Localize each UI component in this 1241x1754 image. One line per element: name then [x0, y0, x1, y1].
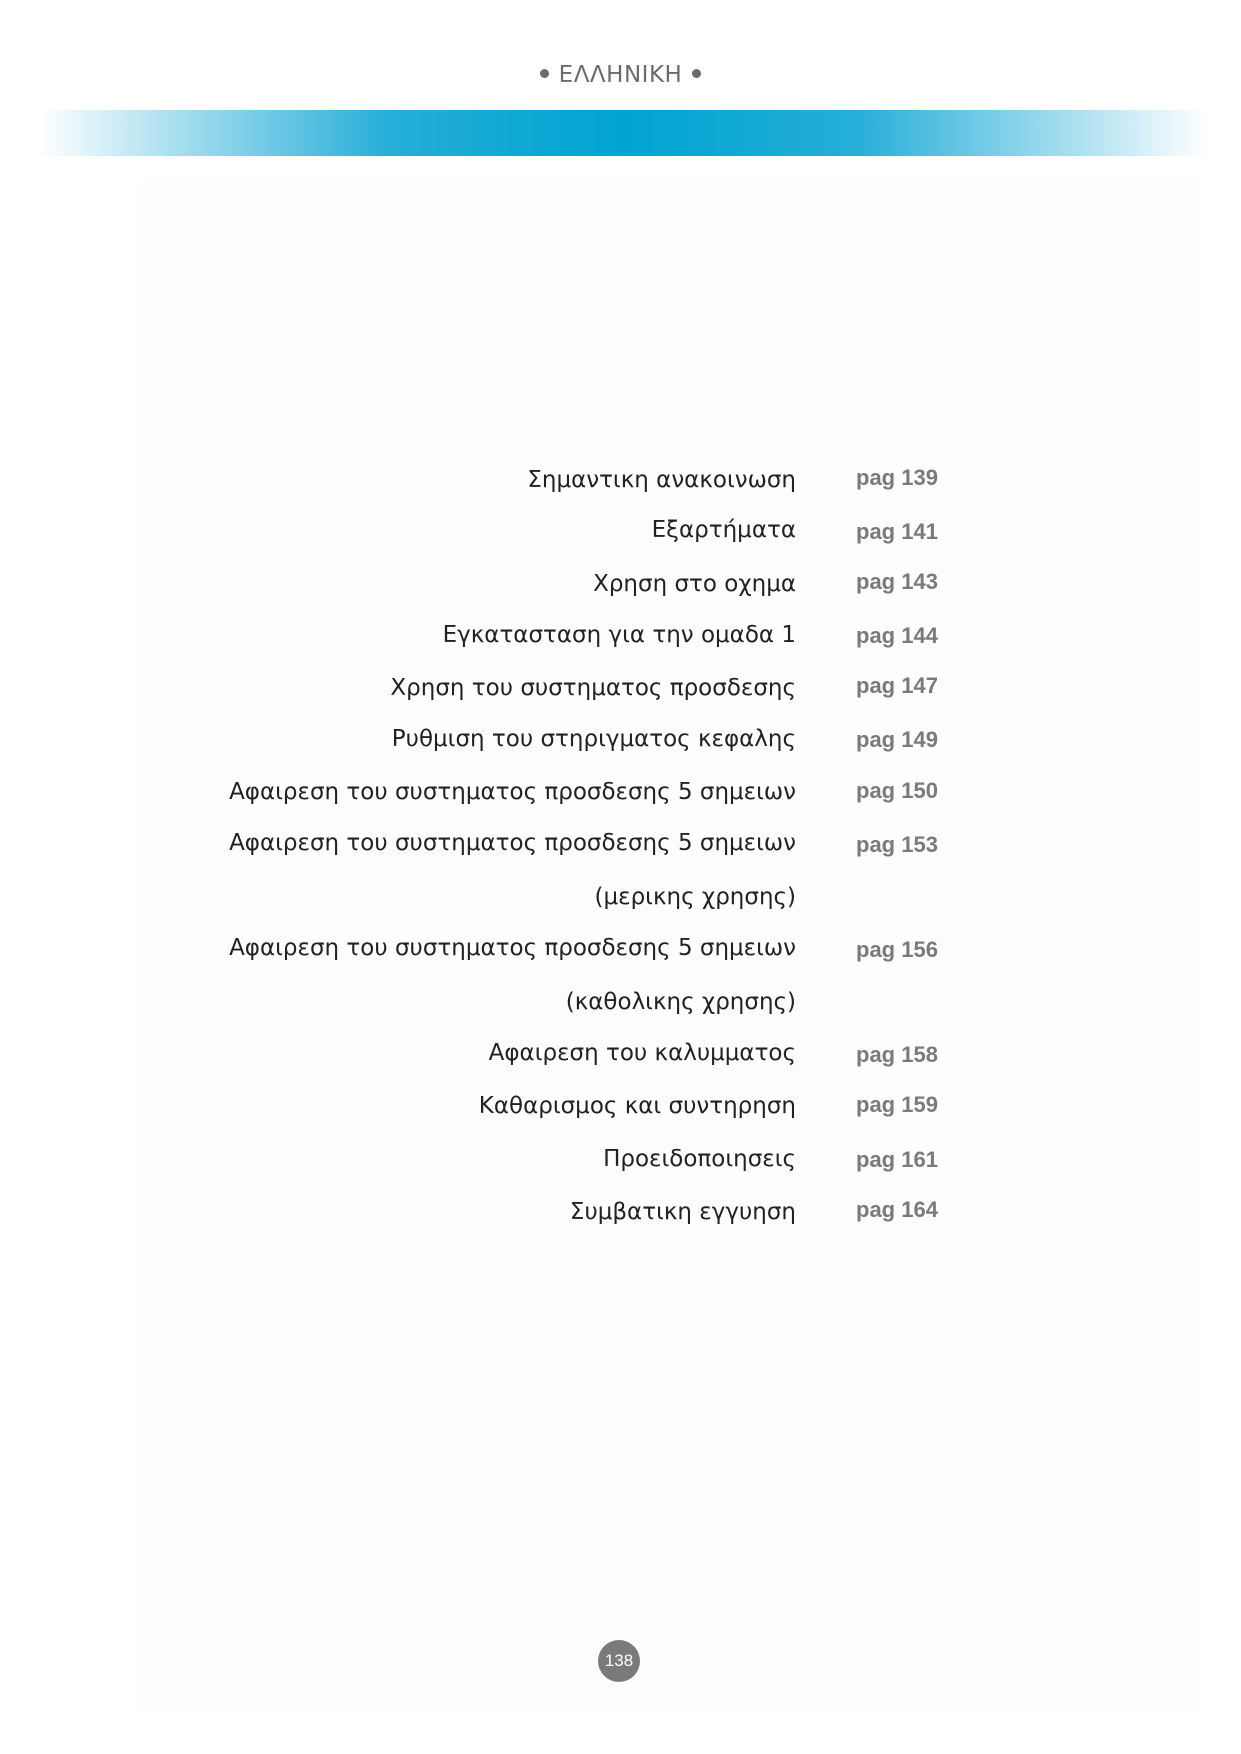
- toc-entry-title[interactable]: Χρηση στο οχημα: [593, 571, 796, 597]
- toc-entry-title[interactable]: Εγκατασταση για την ομαδα 1: [442, 622, 796, 648]
- toc-entry-page[interactable]: pag 147: [856, 673, 938, 698]
- bullet-dot-icon: [692, 69, 701, 78]
- toc-entry-title[interactable]: Αφαιρεση του συστηματος προσδεσης 5 σημειων: [229, 779, 796, 805]
- toc-entry-continuation: (καθολικης χρησης): [565, 989, 796, 1015]
- page-number-badge: 138: [598, 1640, 640, 1682]
- toc-entry-title[interactable]: Χρηση του συστηματος προσδεσης: [390, 675, 796, 701]
- toc-entry-title[interactable]: Καθαρισμος και συντηρηση: [478, 1093, 796, 1119]
- toc-entry-page[interactable]: pag 149: [856, 727, 938, 752]
- toc-entry-page[interactable]: pag 143: [856, 569, 938, 594]
- toc-entry-page[interactable]: pag 156: [856, 937, 938, 962]
- toc-entry-page[interactable]: pag 141: [856, 519, 938, 544]
- bullet-dot-icon: [540, 69, 549, 78]
- toc-entry-continuation: (μερικης χρησης): [594, 884, 796, 910]
- toc-entry-page[interactable]: pag 161: [856, 1147, 938, 1172]
- toc-entry-title[interactable]: Αφαιρεση του συστηματος προσδεσης 5 σημειων: [229, 830, 796, 856]
- toc-entry-page[interactable]: pag 150: [856, 778, 938, 803]
- toc-entry-page[interactable]: pag 159: [856, 1092, 938, 1117]
- toc-entry-title[interactable]: Αφαιρεση του καλυμματος: [488, 1040, 796, 1066]
- toc-entry-page[interactable]: pag 144: [856, 623, 938, 648]
- toc-entry-page[interactable]: pag 164: [856, 1197, 938, 1222]
- toc-entry-page[interactable]: pag 153: [856, 832, 938, 857]
- toc-entry-title[interactable]: Συμβατικη εγγυηση: [569, 1199, 796, 1225]
- toc-entry-title[interactable]: Αφαιρεση του συστηματος προσδεσης 5 σημειων: [229, 935, 796, 961]
- toc-entry-page[interactable]: pag 139: [856, 465, 938, 490]
- toc-entry-title[interactable]: Εξαρτήματα: [651, 517, 796, 543]
- toc-entry-page[interactable]: pag 158: [856, 1042, 938, 1067]
- section-header: [0, 62, 1241, 88]
- toc-entry-title[interactable]: Ρυθμιση του στηριγματος κεφαλης: [391, 726, 796, 752]
- section-title: ΕΛΛΗΝΙΚΗ: [558, 62, 683, 88]
- toc-entry-title[interactable]: Σημαντικη ανακοινωση: [527, 467, 796, 493]
- toc-entry-title[interactable]: Προειδοποιησεις: [603, 1146, 796, 1172]
- header-gradient-band: [38, 110, 1208, 156]
